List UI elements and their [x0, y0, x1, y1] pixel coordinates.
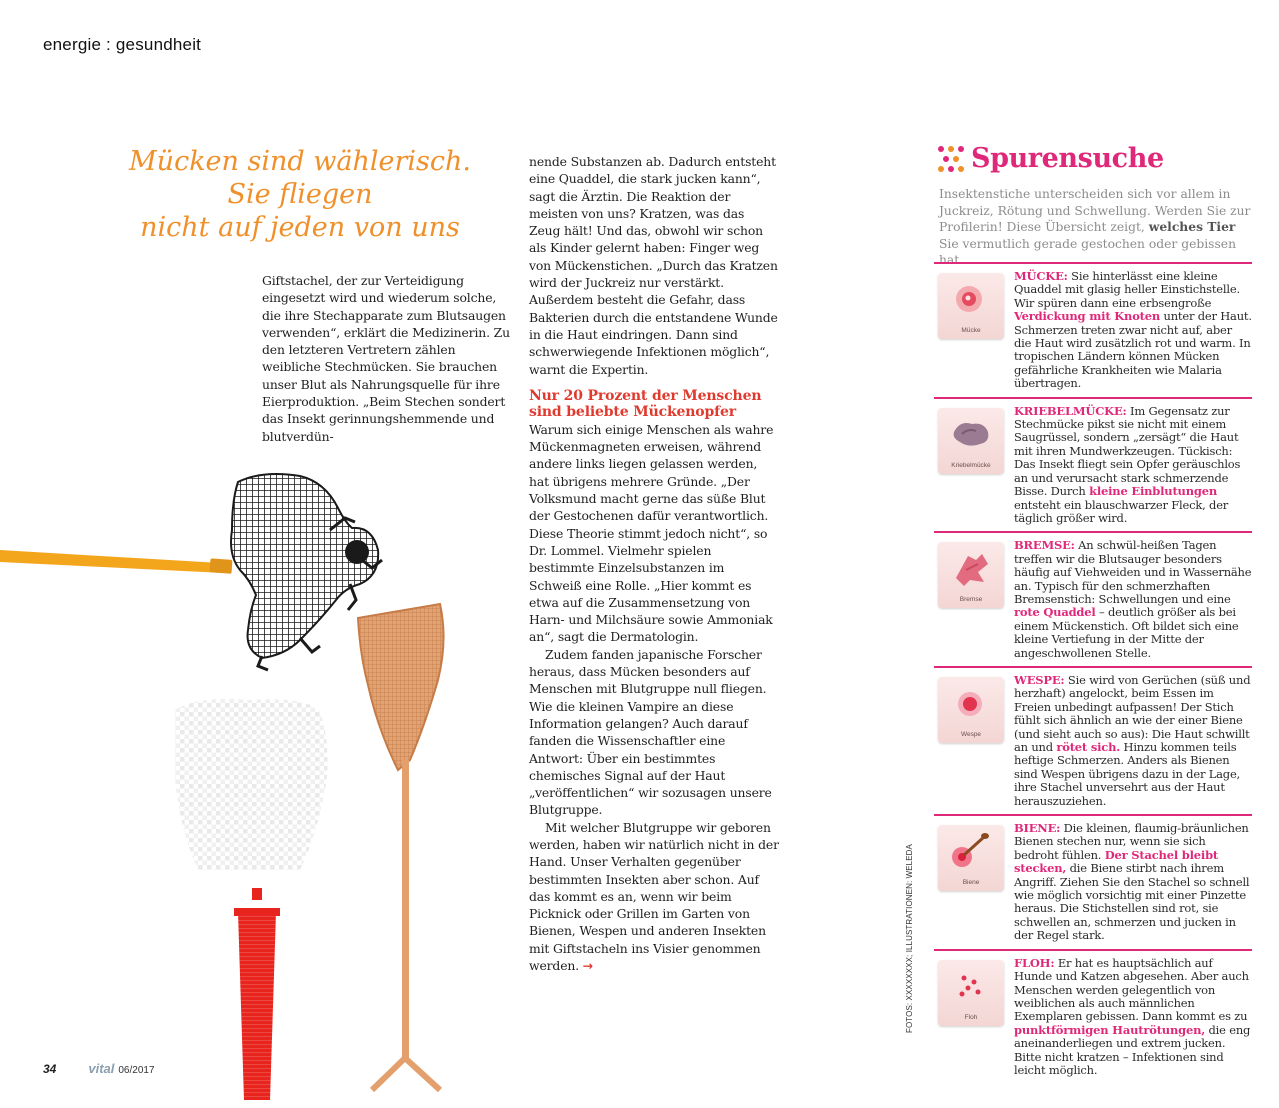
- entry-text: [1014, 405, 1252, 526]
- dots-logo-icon: [938, 146, 964, 172]
- intro-text: Insektenstiche unterscheiden sich vor allem in Juckreiz, Rötung und Schwellung. Werden Sie zur Profilerin! Diese Übersicht zeigt,: [939, 187, 1251, 234]
- yellow-swatter: [0, 474, 382, 670]
- page-footer: [43, 1061, 155, 1076]
- entry-name: BREMSE:: [1014, 538, 1075, 553]
- thumbnail-caption: Floh: [964, 1013, 978, 1021]
- entry-name: WESPE:: [1014, 672, 1065, 687]
- page-number: 34: [43, 1062, 57, 1076]
- bee-sting-thumbnail: [938, 825, 1004, 891]
- photo-credit-text: FOTOS: XXXXXXXX; ILLUSTRATIONEN: WELEDA: [905, 844, 914, 1033]
- entry-body: An schwül-heißen Tagen treffen wir die Blutsauger besonders häufig auf Viehweiden und in Wassernähe an. Typisch für den schmerzhaften Bremsenstich: Schwellungen und eine: [1014, 538, 1252, 606]
- thumbnail-caption: Wespe: [960, 730, 982, 738]
- insect-entry-bremse: [934, 531, 1252, 666]
- insect-entry-kriebelmuecke: [934, 397, 1252, 532]
- entry-highlight: Der Stachel bleibt stecken,: [1014, 847, 1219, 876]
- article-paragraph: nende Substanzen ab. Dadurch entsteht eine Quaddel, die stark jucken kann“, sagt die Ärztin. Die Reaktion der meisten von uns? Kratzen, was das Zeug hält! Und das, obwohl wir schon als Kinder gelernt haben: Finger weg von Mückenstichen. „Durch das Kratzen wird der Juckreiz nur verstärkt. Außerdem besteht die Gefahr, dass Bakterien durch die entstandene Wunde in die Haut eindringen. Dann sind schwerwiegende Infektionen möglich“, warnt die Expertin.: [529, 154, 778, 377]
- sidebar-title: [938, 143, 1164, 175]
- entry-text: [1014, 822, 1252, 943]
- insect-entry-muecke: [934, 262, 1252, 397]
- issue-number: 06/2017: [118, 1065, 155, 1076]
- article-paragraph-text: Mit welcher Blutgruppe wir geboren werden, haben wir natürlich nicht in der Hand. Unser Verhalten gegenüber bestimmten Insekten aber schon. Auf das kommt es an, wenn wir beim Picknick oder Grillen im Garten von Bienen, Wespen und anderen Insekten mit Giftstacheln ins Visier genommen werden.: [529, 819, 779, 974]
- magazine-brand: vital: [88, 1061, 115, 1076]
- continue-arrow-icon: →: [582, 958, 594, 974]
- insect-entry-wespe: [934, 666, 1252, 814]
- subheading-line-2: sind beliebte Mückenopfer: [529, 403, 736, 420]
- pull-quote-line-3: nicht auf jeden von uns: [140, 212, 460, 243]
- entry-name: MÜCKE:: [1014, 269, 1068, 283]
- entry-name: BIENE:: [1014, 821, 1061, 836]
- section-tag-primary: energie: [43, 35, 102, 54]
- entry-body: Die kleinen, flaumig-bräunlichen Bienen stechen nur, wenn sie sich bedroht fühlen.: [1014, 821, 1249, 862]
- entry-body: Im Gegensatz zur Stechmücke pikst sie nicht mit einem Saugrüssel, sondern „zersägt“ die Haut mit ihren Mundwerkzeugen. Tückisch: Das Insekt fliegt sein Opfer geräuschlos an und verursacht stark schmerzende Bisse. Durch: [1014, 403, 1241, 499]
- entry-body: Hinzu kommen teils heftige Schmerzen. Anders als Bienen sind Wespen übrigens dazu in der Lage, ihre Stachel unversehrt aus der Haut herauszuziehen.: [1014, 740, 1241, 808]
- entry-body: Sie hinterlässt eine kleine Quaddel mit glasig heller Einstichstelle. Wir spüren dann eine erbsengroße: [1014, 269, 1240, 310]
- entry-highlight: Verdickung mit Knoten: [1014, 309, 1161, 324]
- insect-entry-biene: [934, 814, 1252, 949]
- article-paragraph: [529, 819, 779, 975]
- section-tag-secondary: gesundheit: [115, 35, 202, 54]
- red-swatter: [234, 888, 280, 1100]
- article-column-2: [529, 153, 779, 974]
- entry-highlight: punktförmigen Hautrötungen,: [1014, 1022, 1206, 1037]
- entry-highlight: rote Quaddel: [1014, 605, 1096, 620]
- pull-quote-line-1: Mücken sind wählerisch.: [129, 146, 471, 177]
- entry-body: entsteht ein blauschwarzer Fleck, der täglich größer wird.: [1014, 497, 1229, 525]
- entry-body: Sie wird von Gerüchen (süß und herzhaft) angelockt, beim Essen im Freien unbedingt aufpassen! Der Stich fühlt sich ähnlich an wie der einer Biene (und sieht auch so aus): Die Haut schwillt an und: [1014, 672, 1251, 754]
- entry-highlight: rötet sich.: [1056, 740, 1121, 754]
- entry-name: KRIEBELMÜCKE:: [1014, 403, 1127, 418]
- pull-quote: [120, 145, 480, 244]
- ghost-swatter: [175, 699, 328, 870]
- sidebar-intro: [939, 186, 1251, 269]
- article-paragraph: Warum sich einige Menschen als wahre Mückenmagneten erweisen, während andere links liegen gelassen werden, hat übrigens mehrere Gründe. „Der Volksmund macht gerne das süße Blut der Gestochenen dafür verantwortlich. Diese Theorie stimmt jedoch nicht“, so Dr. Lommel. Vielmehr spielen bestimmte Einzelsubstanzen im Schweiß eine Rolle. „Hier kommt es etwa auf die Zusammensetzung von Harn- und Milchsäure sowie Ammoniak an“, sagt die Dermatologin.: [529, 421, 774, 645]
- article-column-1: [262, 272, 514, 445]
- photo-credit: [893, 844, 914, 1035]
- spurensuche-sidebar: [930, 140, 1252, 1077]
- article-paragraph: Zudem fanden japanische Forscher heraus, dass Mücken besonders auf Menschen mit Blutgruppe null fliegen. Wie die kleinen Vampire an diese Information gelangen? Auch darauf fanden die Wissenschaftler eine Antwort: Über ein bestimmtes chemisches Signal auf der Haut „veröffentlichen“ wir sozusagen unsere Blutgruppe.: [529, 646, 772, 818]
- article-subheading: [529, 388, 779, 420]
- blackfly-bite-thumbnail: [938, 408, 1004, 474]
- entry-text: [1014, 270, 1252, 391]
- wasp-sting-thumbnail: [938, 677, 1004, 743]
- thumbnail-caption: Biene: [962, 879, 980, 887]
- intro-emphasis: welches Tier: [1148, 219, 1236, 234]
- entry-body: die Biene stirbt nach ihrem Angriff. Ziehen Sie den Stachel so schnell wie möglich vorsichtig mit einer Pinzette heraus. Die Stichstellen sind rot, sie schwellen an, schmerzen und jucken in der Regel stark.: [1014, 861, 1250, 943]
- section-tag-separator: :: [101, 35, 116, 54]
- entry-text: [1014, 674, 1252, 808]
- entry-body: – deutlich größer als bei einem Mückenstich. Oft bildet sich eine kleine Vertiefung in der Mitte der angeschwollenen Stelle.: [1014, 605, 1239, 660]
- entry-text: [1014, 957, 1252, 1078]
- thumbnail-caption: Bremse: [959, 596, 983, 604]
- insect-entries: [934, 262, 1252, 1083]
- brown-swatter: [358, 604, 444, 1090]
- entry-body: Er hat es hauptsächlich auf Hunde und Katzen abgesehen. Aber auch Menschen werden gelegentlich von weiblichen als auch männlichen Exemplaren gebissen. Dann kommt es zu: [1014, 955, 1249, 1024]
- thumbnail-caption: Mücke: [961, 327, 981, 334]
- flea-bite-thumbnail: [938, 960, 1004, 1026]
- intro-text: Sie vermutlich gerade gestochen oder gebissen hat: [939, 236, 1236, 267]
- mosquito-bite-thumbnail: [938, 273, 1004, 339]
- entry-highlight: kleine Einblutungen: [1089, 484, 1218, 499]
- horsefly-bite-thumbnail: [938, 542, 1004, 608]
- pull-quote-line-2: Sie fliegen: [227, 179, 373, 210]
- sidebar-heading: Spurensuche: [971, 143, 1164, 174]
- entry-body: unter der Haut. Schmerzen treten zwar nicht auf, aber die Haut wird zusätzlich rot und warm. In tropischen Ländern können Mücken gefährliche Krankheiten wie Malaria übertragen.: [1014, 309, 1252, 391]
- thumbnail-caption: Kriebelmücke: [951, 461, 991, 469]
- insect-entry-floh: [934, 949, 1252, 1084]
- article-paragraph: Giftstachel, der zur Verteidigung eingesetzt wird und wiederum solche, die ihre Stechapparate zum Blutsaugen verwenden“, erklärt die Medizinerin. Zu den letzteren Vertretern zählen weibliche Stechmücken. Sie brauchen unser Blut als Nahrungsquelle für ihre Eierproduktion. „Beim Stechen sondert das Insekt gerinnungshemmende und blutverdün-: [262, 273, 510, 444]
- entry-name: FLOH:: [1014, 955, 1055, 970]
- entry-text: [1014, 539, 1252, 660]
- entry-body: die eng aneinanderliegen und extrem jucken. Bitte nicht kratzen – Infektionen sind leicht möglich.: [1014, 1022, 1251, 1077]
- fly-swatter-illustration: [0, 460, 525, 1100]
- subheading-line-1: Nur 20 Prozent der Menschen: [529, 387, 762, 404]
- section-tag: [43, 35, 201, 55]
